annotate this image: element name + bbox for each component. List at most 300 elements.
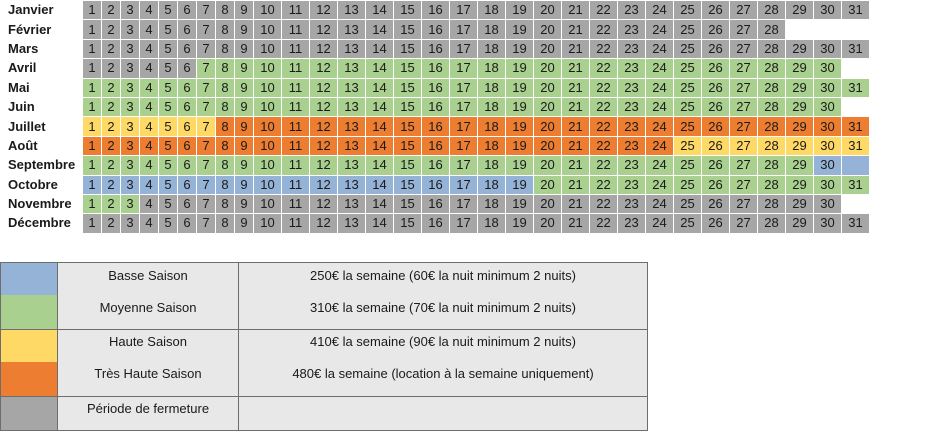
- day-cell: 21: [562, 194, 590, 213]
- day-cell: 23: [618, 97, 646, 116]
- day-cell: 25: [674, 175, 702, 194]
- day-cell: 7: [197, 156, 216, 175]
- empty-cell: [814, 20, 842, 39]
- day-cell: 22: [590, 175, 618, 194]
- day-cell: 6: [178, 175, 197, 194]
- day-cell: 17: [450, 59, 478, 78]
- day-cell: 31: [842, 78, 870, 97]
- day-cell: 3: [121, 78, 140, 97]
- day-cell: 16: [422, 136, 450, 155]
- calendar-row: [1, 194, 870, 213]
- day-cell: 11: [282, 194, 310, 213]
- day-cell: 5: [159, 1, 178, 20]
- day-cell: 21: [562, 175, 590, 194]
- legend-divider: [1, 396, 647, 397]
- legend-price-haute: 410€ la semaine (90€ la nuit minimum 2 nuits): [310, 334, 576, 349]
- day-cell: 15: [394, 20, 422, 39]
- day-cell: 14: [366, 20, 394, 39]
- day-cell: 15: [394, 1, 422, 20]
- month-label: Juin: [1, 97, 83, 116]
- day-cell: 31: [842, 1, 870, 20]
- day-cell: 4: [140, 97, 159, 116]
- day-cell: 20: [534, 39, 562, 58]
- day-cell: 18: [478, 97, 506, 116]
- day-cell: 31: [842, 175, 870, 194]
- day-cell: 26: [702, 39, 730, 58]
- day-cell: 8: [216, 39, 235, 58]
- day-cell: 11: [282, 214, 310, 233]
- day-cell: 17: [450, 78, 478, 97]
- day-cell: 26: [702, 97, 730, 116]
- calendar-row: [1, 214, 870, 233]
- day-cell: 4: [140, 214, 159, 233]
- day-cell: 24: [646, 1, 674, 20]
- day-cell: 18: [478, 78, 506, 97]
- day-cell: 10: [254, 20, 282, 39]
- day-cell: 8: [216, 214, 235, 233]
- day-cell: 27: [730, 214, 758, 233]
- day-cell: 22: [590, 39, 618, 58]
- day-cell: 5: [159, 39, 178, 58]
- day-cell: 28: [758, 175, 786, 194]
- legend-price-moyenne: 310€ la semaine (70€ la nuit minimum 2 nuits): [310, 300, 576, 315]
- legend-row-tres-haute: [1, 362, 647, 396]
- day-cell: 17: [450, 194, 478, 213]
- day-cell: 31: [842, 136, 870, 155]
- day-cell: 11: [282, 20, 310, 39]
- day-cell: 25: [674, 136, 702, 155]
- day-cell: 15: [394, 97, 422, 116]
- day-cell: 3: [121, 117, 140, 136]
- day-cell: 30: [814, 136, 842, 155]
- day-cell: 18: [478, 39, 506, 58]
- day-cell: 21: [562, 136, 590, 155]
- day-cell: 28: [758, 59, 786, 78]
- day-cell: 24: [646, 39, 674, 58]
- legend-divider: [1, 329, 647, 330]
- day-cell: 29: [786, 194, 814, 213]
- day-cell: 10: [254, 214, 282, 233]
- day-cell: 20: [534, 59, 562, 78]
- day-cell: 11: [282, 136, 310, 155]
- day-cell: 9: [235, 39, 254, 58]
- day-cell: 11: [282, 117, 310, 136]
- calendar-row: [1, 39, 870, 58]
- legend-row-fermeture: [1, 397, 647, 430]
- day-cell: 9: [235, 175, 254, 194]
- day-cell: 14: [366, 59, 394, 78]
- day-cell: 6: [178, 59, 197, 78]
- day-cell: 3: [121, 175, 140, 194]
- empty-cell: [842, 59, 870, 78]
- day-cell: 17: [450, 214, 478, 233]
- day-cell: 13: [338, 1, 366, 20]
- day-cell: 22: [590, 97, 618, 116]
- day-cell: 24: [646, 97, 674, 116]
- calendar-row: [1, 20, 870, 39]
- day-cell: 14: [366, 194, 394, 213]
- day-cell: 9: [235, 78, 254, 97]
- day-cell: 22: [590, 194, 618, 213]
- day-cell: 19: [506, 194, 534, 213]
- day-cell: 12: [310, 59, 338, 78]
- day-cell: 10: [254, 175, 282, 194]
- day-cell: 3: [121, 156, 140, 175]
- day-cell: 12: [310, 175, 338, 194]
- day-cell: 26: [702, 175, 730, 194]
- day-cell: 13: [338, 194, 366, 213]
- day-cell: 5: [159, 20, 178, 39]
- day-cell: 21: [562, 78, 590, 97]
- day-cell: 18: [478, 156, 506, 175]
- day-cell: 17: [450, 136, 478, 155]
- day-cell: 13: [338, 136, 366, 155]
- day-cell: 26: [702, 78, 730, 97]
- day-cell: 15: [394, 78, 422, 97]
- day-cell: 13: [338, 20, 366, 39]
- day-cell: 8: [216, 117, 235, 136]
- day-cell: 15: [394, 117, 422, 136]
- day-cell: 11: [282, 78, 310, 97]
- day-cell: 24: [646, 59, 674, 78]
- day-cell: 7: [197, 59, 216, 78]
- day-cell: 22: [590, 117, 618, 136]
- day-cell: 20: [534, 97, 562, 116]
- day-cell: 25: [674, 117, 702, 136]
- day-cell: 17: [450, 20, 478, 39]
- day-cell: 1: [83, 156, 102, 175]
- day-cell: 19: [506, 117, 534, 136]
- day-cell: 7: [197, 117, 216, 136]
- day-cell: 22: [590, 78, 618, 97]
- day-cell: 19: [506, 78, 534, 97]
- day-cell: 5: [159, 117, 178, 136]
- legend-divider: [57, 263, 58, 430]
- day-cell: 23: [618, 20, 646, 39]
- day-cell: 30: [814, 156, 842, 175]
- day-cell: 15: [394, 136, 422, 155]
- day-cell: 2: [102, 156, 121, 175]
- legend-price-tres-haute: 480€ la semaine (location à la semaine uniquement): [292, 366, 594, 381]
- day-cell: 9: [235, 194, 254, 213]
- day-cell: 23: [618, 117, 646, 136]
- day-cell: 3: [121, 39, 140, 58]
- day-cell: 14: [366, 214, 394, 233]
- day-cell: 13: [338, 97, 366, 116]
- day-cell: 13: [338, 117, 366, 136]
- day-cell: 28: [758, 156, 786, 175]
- day-cell: 12: [310, 214, 338, 233]
- day-cell: 30: [814, 97, 842, 116]
- day-cell: 24: [646, 194, 674, 213]
- day-cell: 21: [562, 117, 590, 136]
- day-cell: 23: [618, 136, 646, 155]
- day-cell: 10: [254, 136, 282, 155]
- day-cell: 23: [618, 78, 646, 97]
- day-cell: 22: [590, 1, 618, 20]
- day-cell: 30: [814, 39, 842, 58]
- day-cell: 7: [197, 1, 216, 20]
- day-cell: 21: [562, 39, 590, 58]
- day-cell: 28: [758, 39, 786, 58]
- day-cell: 26: [702, 214, 730, 233]
- day-cell: 25: [674, 156, 702, 175]
- day-cell: 20: [534, 78, 562, 97]
- day-cell: 12: [310, 136, 338, 155]
- legend-divider: [238, 263, 239, 430]
- day-cell: 16: [422, 78, 450, 97]
- day-cell: 27: [730, 1, 758, 20]
- day-cell: 16: [422, 214, 450, 233]
- month-label: Février: [1, 20, 83, 39]
- day-cell: 24: [646, 214, 674, 233]
- day-cell: 29: [786, 78, 814, 97]
- day-cell: 14: [366, 117, 394, 136]
- day-cell: 17: [450, 1, 478, 20]
- day-cell: 1: [83, 39, 102, 58]
- day-cell: 20: [534, 1, 562, 20]
- empty-cell: [786, 20, 814, 39]
- legend-row-haute: [1, 330, 647, 362]
- day-cell: 30: [814, 175, 842, 194]
- day-cell: 16: [422, 194, 450, 213]
- day-cell: 25: [674, 97, 702, 116]
- calendar-row: [1, 136, 870, 155]
- day-cell: 28: [758, 20, 786, 39]
- day-cell: 7: [197, 175, 216, 194]
- day-cell: 4: [140, 1, 159, 20]
- day-cell: 6: [178, 39, 197, 58]
- day-cell: 23: [618, 156, 646, 175]
- legend-swatch-haute: [1, 330, 57, 362]
- day-cell: 29: [786, 136, 814, 155]
- day-cell: 2: [102, 175, 121, 194]
- day-cell: 30: [814, 194, 842, 213]
- day-cell: 29: [786, 59, 814, 78]
- day-cell: 5: [159, 194, 178, 213]
- day-cell: 7: [197, 78, 216, 97]
- day-cell: 12: [310, 97, 338, 116]
- day-cell: 4: [140, 175, 159, 194]
- day-cell: 10: [254, 156, 282, 175]
- day-cell: 1: [83, 214, 102, 233]
- month-label: Novembre: [1, 194, 83, 213]
- legend-row-basse: [1, 263, 647, 295]
- day-cell: 19: [506, 214, 534, 233]
- month-label: Décembre: [1, 214, 83, 233]
- empty-cell: [842, 156, 870, 175]
- day-cell: 21: [562, 214, 590, 233]
- day-cell: 10: [254, 78, 282, 97]
- day-cell: 7: [197, 214, 216, 233]
- legend-swatch-moyenne: [1, 295, 57, 329]
- day-cell: 29: [786, 175, 814, 194]
- day-cell: 17: [450, 117, 478, 136]
- day-cell: 18: [478, 59, 506, 78]
- day-cell: 24: [646, 136, 674, 155]
- day-cell: 13: [338, 59, 366, 78]
- day-cell: 18: [478, 214, 506, 233]
- day-cell: 11: [282, 175, 310, 194]
- legend-name-basse: Basse Saison: [108, 268, 188, 283]
- day-cell: 18: [478, 1, 506, 20]
- day-cell: 31: [842, 39, 870, 58]
- day-cell: 2: [102, 78, 121, 97]
- day-cell: 11: [282, 39, 310, 58]
- day-cell: 3: [121, 136, 140, 155]
- day-cell: 20: [534, 175, 562, 194]
- day-cell: 1: [83, 136, 102, 155]
- day-cell: 12: [310, 194, 338, 213]
- day-cell: 10: [254, 97, 282, 116]
- day-cell: 12: [310, 39, 338, 58]
- calendar-row: [1, 156, 870, 175]
- day-cell: 6: [178, 136, 197, 155]
- day-cell: 6: [178, 20, 197, 39]
- day-cell: 26: [702, 20, 730, 39]
- day-cell: 20: [534, 194, 562, 213]
- day-cell: 30: [814, 59, 842, 78]
- day-cell: 5: [159, 156, 178, 175]
- day-cell: 2: [102, 136, 121, 155]
- day-cell: 2: [102, 97, 121, 116]
- legend-name-tres-haute: Très Haute Saison: [94, 366, 202, 381]
- day-cell: 5: [159, 97, 178, 116]
- day-cell: 22: [590, 214, 618, 233]
- day-cell: 16: [422, 39, 450, 58]
- calendar-row: [1, 78, 870, 97]
- day-cell: 23: [618, 175, 646, 194]
- day-cell: 8: [216, 136, 235, 155]
- day-cell: 26: [702, 136, 730, 155]
- day-cell: 14: [366, 156, 394, 175]
- day-cell: 29: [786, 97, 814, 116]
- legend-row-moyenne: [1, 295, 647, 329]
- day-cell: 19: [506, 175, 534, 194]
- day-cell: 2: [102, 20, 121, 39]
- day-cell: 9: [235, 136, 254, 155]
- day-cell: 22: [590, 136, 618, 155]
- day-cell: 11: [282, 59, 310, 78]
- day-cell: 6: [178, 78, 197, 97]
- day-cell: 5: [159, 59, 178, 78]
- day-cell: 3: [121, 59, 140, 78]
- month-label: Mai: [1, 78, 83, 97]
- day-cell: 16: [422, 117, 450, 136]
- legend-swatch-tres-haute: [1, 362, 57, 396]
- day-cell: 20: [534, 214, 562, 233]
- day-cell: 19: [506, 97, 534, 116]
- day-cell: 28: [758, 117, 786, 136]
- day-cell: 7: [197, 39, 216, 58]
- day-cell: 3: [121, 214, 140, 233]
- day-cell: 27: [730, 20, 758, 39]
- day-cell: 9: [235, 214, 254, 233]
- day-cell: 2: [102, 1, 121, 20]
- day-cell: 14: [366, 78, 394, 97]
- day-cell: 8: [216, 1, 235, 20]
- day-cell: 12: [310, 156, 338, 175]
- day-cell: 5: [159, 175, 178, 194]
- day-cell: 22: [590, 59, 618, 78]
- day-cell: 30: [814, 214, 842, 233]
- day-cell: 6: [178, 97, 197, 116]
- day-cell: 3: [121, 20, 140, 39]
- day-cell: 15: [394, 214, 422, 233]
- day-cell: 27: [730, 194, 758, 213]
- day-cell: 18: [478, 175, 506, 194]
- day-cell: 7: [197, 20, 216, 39]
- day-cell: 13: [338, 214, 366, 233]
- day-cell: 8: [216, 156, 235, 175]
- month-label: Septembre: [1, 156, 83, 175]
- day-cell: 9: [235, 59, 254, 78]
- day-cell: 27: [730, 97, 758, 116]
- day-cell: 26: [702, 117, 730, 136]
- day-cell: 3: [121, 194, 140, 213]
- day-cell: 7: [197, 194, 216, 213]
- day-cell: 18: [478, 117, 506, 136]
- day-cell: 19: [506, 156, 534, 175]
- day-cell: 21: [562, 1, 590, 20]
- day-cell: 25: [674, 78, 702, 97]
- day-cell: 8: [216, 194, 235, 213]
- day-cell: 27: [730, 156, 758, 175]
- day-cell: 24: [646, 117, 674, 136]
- day-cell: 22: [590, 156, 618, 175]
- month-label: Juillet: [1, 117, 83, 136]
- day-cell: 15: [394, 194, 422, 213]
- month-label: Août: [1, 136, 83, 155]
- day-cell: 16: [422, 20, 450, 39]
- day-cell: 28: [758, 214, 786, 233]
- day-cell: 17: [450, 156, 478, 175]
- day-cell: 3: [121, 97, 140, 116]
- day-cell: 20: [534, 156, 562, 175]
- day-cell: 25: [674, 20, 702, 39]
- day-cell: 17: [450, 39, 478, 58]
- day-cell: 4: [140, 156, 159, 175]
- day-cell: 19: [506, 39, 534, 58]
- day-cell: 27: [730, 117, 758, 136]
- day-cell: 21: [562, 156, 590, 175]
- day-cell: 12: [310, 1, 338, 20]
- day-cell: 4: [140, 20, 159, 39]
- day-cell: 15: [394, 175, 422, 194]
- day-cell: 4: [140, 136, 159, 155]
- day-cell: 14: [366, 1, 394, 20]
- empty-cell: [842, 194, 870, 213]
- day-cell: 8: [216, 20, 235, 39]
- day-cell: 28: [758, 78, 786, 97]
- month-label: Mars: [1, 39, 83, 58]
- day-cell: 8: [216, 78, 235, 97]
- day-cell: 17: [450, 97, 478, 116]
- day-cell: 6: [178, 1, 197, 20]
- day-cell: 31: [842, 117, 870, 136]
- empty-cell: [842, 97, 870, 116]
- day-cell: 15: [394, 39, 422, 58]
- legend-price-basse: 250€ la semaine (60€ la nuit minimum 2 nuits): [310, 268, 576, 283]
- day-cell: 1: [83, 1, 102, 20]
- day-cell: 5: [159, 214, 178, 233]
- day-cell: 30: [814, 1, 842, 20]
- day-cell: 28: [758, 194, 786, 213]
- day-cell: 1: [83, 194, 102, 213]
- day-cell: 12: [310, 20, 338, 39]
- day-cell: 20: [534, 117, 562, 136]
- day-cell: 11: [282, 156, 310, 175]
